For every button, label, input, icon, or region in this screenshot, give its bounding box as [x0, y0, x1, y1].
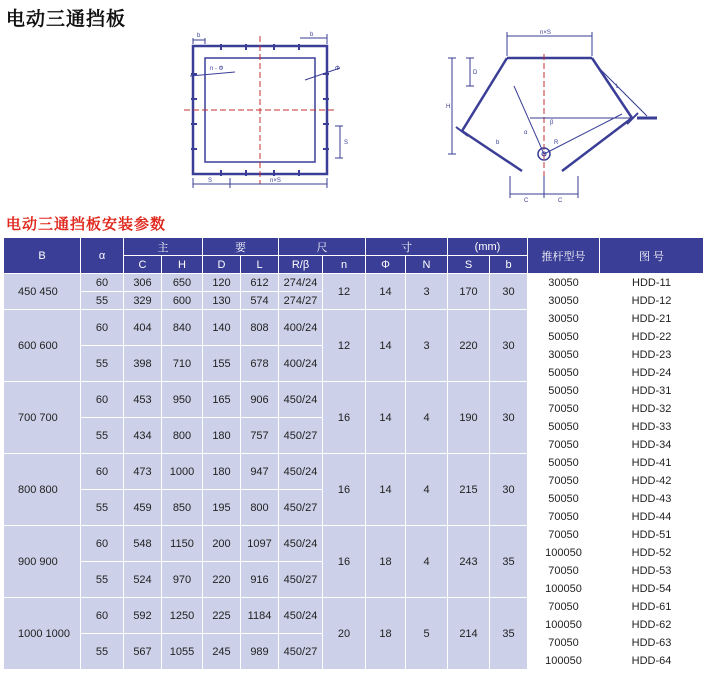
cell-push-rod: 70050: [528, 634, 600, 652]
cell-l: 800: [241, 490, 279, 526]
cell-nn: 5: [406, 598, 448, 670]
cell-push-rod: 70050: [528, 472, 600, 490]
header-n: n: [323, 256, 366, 274]
header-main-1: 主: [124, 238, 203, 256]
header-main-4: 寸: [366, 238, 448, 256]
header-drawing-number: 图 号: [600, 238, 704, 274]
cell-l: 989: [241, 634, 279, 670]
cell-drawing-no: HDD-34: [600, 436, 704, 454]
cell-l: 808: [241, 310, 279, 346]
cell-push-rod: 100050: [528, 580, 600, 598]
cell-h: 1055: [162, 634, 203, 670]
cell-alpha: 60: [81, 274, 124, 292]
cell-h: 710: [162, 346, 203, 382]
cell-d: 155: [203, 346, 241, 382]
cell-bb: 30: [490, 454, 528, 526]
cell-c: 329: [124, 292, 162, 310]
header-s: S: [448, 256, 490, 274]
cell-push-rod: 50050: [528, 328, 600, 346]
cell-c: 592: [124, 598, 162, 634]
cell-r-beta: 400/24: [279, 346, 323, 382]
cell-r-beta: 450/24: [279, 598, 323, 634]
cell-c: 459: [124, 490, 162, 526]
dim-label-r: R: [554, 140, 559, 146]
cell-push-rod: 100050: [528, 616, 600, 634]
cell-push-rod: 70050: [528, 436, 600, 454]
header-push-rod-model: 推杆型号: [528, 238, 600, 274]
cell-h: 800: [162, 418, 203, 454]
header-b: B: [4, 238, 81, 274]
header-phi: Φ: [366, 256, 406, 274]
cell-h: 970: [162, 562, 203, 598]
cell-c: 434: [124, 418, 162, 454]
cell-size: 800 800: [4, 454, 81, 526]
cell-size: 1000 1000: [4, 598, 81, 670]
cell-push-rod: 30050: [528, 310, 600, 328]
cell-r-beta: 450/24: [279, 526, 323, 562]
cell-phi: 14: [366, 454, 406, 526]
cell-h: 1250: [162, 598, 203, 634]
cell-drawing-no: HDD-61: [600, 598, 704, 616]
cell-l: 1097: [241, 526, 279, 562]
cell-push-rod: 70050: [528, 400, 600, 418]
header-unit: (mm): [448, 238, 528, 256]
cell-alpha: 55: [81, 292, 124, 310]
cell-drawing-no: HDD-42: [600, 472, 704, 490]
cell-h: 650: [162, 274, 203, 292]
cell-drawing-no: HDD-51: [600, 526, 704, 544]
cell-phi: 14: [366, 310, 406, 382]
cell-drawing-no: HDD-52: [600, 544, 704, 562]
cell-n: 20: [323, 598, 366, 670]
header-h: H: [162, 256, 203, 274]
cell-d: 130: [203, 292, 241, 310]
table-row: [4, 454, 704, 472]
cell-c: 398: [124, 346, 162, 382]
cell-size: 450 450: [4, 274, 81, 310]
dim-label-alpha: α: [524, 130, 528, 136]
cell-h: 600: [162, 292, 203, 310]
cell-alpha: 55: [81, 634, 124, 670]
cell-bb: 30: [490, 310, 528, 382]
cell-drawing-no: HDD-21: [600, 310, 704, 328]
cell-alpha: 60: [81, 382, 124, 418]
dim-label-phi: Φ: [335, 66, 340, 72]
installation-parameters-table: [3, 237, 704, 670]
cell-push-rod: 70050: [528, 562, 600, 580]
cell-n: 12: [323, 310, 366, 382]
cell-l: 612: [241, 274, 279, 292]
cell-d: 180: [203, 454, 241, 490]
cell-size: 600 600: [4, 310, 81, 382]
cell-d: 180: [203, 418, 241, 454]
cell-d: 220: [203, 562, 241, 598]
cell-c: 548: [124, 526, 162, 562]
cell-push-rod: 50050: [528, 418, 600, 436]
cell-d: 165: [203, 382, 241, 418]
cell-d: 225: [203, 598, 241, 634]
cell-r-beta: 450/27: [279, 490, 323, 526]
cell-drawing-no: HDD-62: [600, 616, 704, 634]
cell-phi: 18: [366, 526, 406, 598]
dim-label-c-left: C: [524, 198, 529, 204]
cell-c: 306: [124, 274, 162, 292]
cell-size: 900 900: [4, 526, 81, 598]
cell-r-beta: 274/27: [279, 292, 323, 310]
cell-phi: 14: [366, 382, 406, 454]
cell-push-rod: 70050: [528, 598, 600, 616]
header-r-beta: R/β: [279, 256, 323, 274]
cell-n: 16: [323, 526, 366, 598]
cell-l: 916: [241, 562, 279, 598]
cell-bb: 30: [490, 382, 528, 454]
cell-drawing-no: HDD-43: [600, 490, 704, 508]
cell-n: 16: [323, 382, 366, 454]
cell-h: 1150: [162, 526, 203, 562]
cell-h: 850: [162, 490, 203, 526]
cell-drawing-no: HDD-22: [600, 328, 704, 346]
header-d: D: [203, 256, 241, 274]
table-row: [4, 274, 704, 292]
cell-alpha: 60: [81, 598, 124, 634]
cell-nn: 3: [406, 310, 448, 382]
cell-l: 906: [241, 382, 279, 418]
cell-alpha: 55: [81, 490, 124, 526]
cell-push-rod: 100050: [528, 544, 600, 562]
cell-alpha: 55: [81, 418, 124, 454]
cell-drawing-no: HDD-32: [600, 400, 704, 418]
cell-l: 757: [241, 418, 279, 454]
cell-s: 215: [448, 454, 490, 526]
cell-drawing-no: HDD-64: [600, 652, 704, 670]
dim-label-s-bottom: S: [208, 178, 213, 184]
cell-drawing-no: HDD-33: [600, 418, 704, 436]
dim-label-n-s: n×S: [270, 178, 281, 184]
cell-c: 473: [124, 454, 162, 490]
cell-push-rod: 50050: [528, 454, 600, 472]
cell-bb: 35: [490, 526, 528, 598]
cell-drawing-no: HDD-63: [600, 634, 704, 652]
cell-r-beta: 450/27: [279, 562, 323, 598]
cell-nn: 3: [406, 274, 448, 310]
page-title: 电动三通挡板: [6, 9, 127, 30]
cell-drawing-no: HDD-44: [600, 508, 704, 526]
cell-c: 567: [124, 634, 162, 670]
cell-s: 170: [448, 274, 490, 310]
dim-label-d: D: [473, 70, 478, 76]
cell-push-rod: 70050: [528, 526, 600, 544]
dim-label-b-top-right: b: [310, 32, 314, 38]
header-alpha: α: [81, 238, 124, 274]
cell-phi: 18: [366, 598, 406, 670]
cell-alpha: 60: [81, 454, 124, 490]
header-l: L: [241, 256, 279, 274]
cell-l: 574: [241, 292, 279, 310]
dim-label-l: L: [616, 84, 620, 90]
dim-label-n-phi: n - Φ: [210, 66, 224, 72]
cell-s: 214: [448, 598, 490, 670]
cell-alpha: 55: [81, 346, 124, 382]
cell-push-rod: 100050: [528, 652, 600, 670]
cell-bb: 35: [490, 598, 528, 670]
cell-push-rod: 30050: [528, 346, 600, 364]
cell-r-beta: 450/27: [279, 418, 323, 454]
cell-alpha: 60: [81, 526, 124, 562]
header-main-3: 尺: [279, 238, 366, 256]
dim-label-c-right: C: [558, 198, 563, 204]
table-row: [4, 526, 704, 544]
cell-r-beta: 274/24: [279, 274, 323, 292]
cell-r-beta: 450/27: [279, 634, 323, 670]
cell-nn: 4: [406, 454, 448, 526]
cell-alpha: 55: [81, 562, 124, 598]
cell-drawing-no: HDD-54: [600, 580, 704, 598]
table-title: 电动三通挡板安装参数: [6, 216, 167, 233]
cell-drawing-no: HDD-24: [600, 364, 704, 382]
cell-d: 245: [203, 634, 241, 670]
dim-label-s-side: S: [344, 140, 349, 146]
table-row: [4, 310, 704, 328]
cell-d: 200: [203, 526, 241, 562]
cell-drawing-no: HDD-53: [600, 562, 704, 580]
cell-bb: 30: [490, 274, 528, 310]
cell-drawing-no: HDD-11: [600, 274, 704, 292]
cell-nn: 4: [406, 382, 448, 454]
cell-size: 700 700: [4, 382, 81, 454]
header-main-2: 要: [203, 238, 279, 256]
cell-push-rod: 30050: [528, 292, 600, 310]
cell-s: 220: [448, 310, 490, 382]
cell-h: 1000: [162, 454, 203, 490]
cell-r-beta: 450/24: [279, 454, 323, 490]
dim-label-n-s-right: n×S: [540, 30, 551, 36]
header-nn: N: [406, 256, 448, 274]
cell-n: 12: [323, 274, 366, 310]
cell-c: 524: [124, 562, 162, 598]
dim-label-beta: β: [550, 120, 554, 126]
cell-push-rod: 50050: [528, 382, 600, 400]
cell-r-beta: 400/24: [279, 310, 323, 346]
cell-l: 1184: [241, 598, 279, 634]
cell-l: 678: [241, 346, 279, 382]
cell-drawing-no: HDD-12: [600, 292, 704, 310]
cell-alpha: 60: [81, 310, 124, 346]
cell-drawing-no: HDD-31: [600, 382, 704, 400]
dim-label-b-right: b: [496, 140, 500, 146]
cell-push-rod: 50050: [528, 364, 600, 382]
cell-d: 195: [203, 490, 241, 526]
damper-side-view-drawing: [432, 26, 682, 204]
cell-s: 243: [448, 526, 490, 598]
cell-s: 190: [448, 382, 490, 454]
cell-d: 140: [203, 310, 241, 346]
cell-push-rod: 30050: [528, 274, 600, 292]
cell-l: 947: [241, 454, 279, 490]
dim-label-h: H: [446, 104, 451, 110]
cell-drawing-no: HDD-41: [600, 454, 704, 472]
flange-front-view-drawing: [180, 28, 355, 198]
cell-push-rod: 50050: [528, 490, 600, 508]
cell-c: 453: [124, 382, 162, 418]
cell-push-rod: 70050: [528, 508, 600, 526]
cell-h: 950: [162, 382, 203, 418]
cell-phi: 14: [366, 274, 406, 310]
header-bb: b: [490, 256, 528, 274]
table-row: [4, 382, 704, 400]
cell-h: 840: [162, 310, 203, 346]
cell-drawing-no: HDD-23: [600, 346, 704, 364]
cell-nn: 4: [406, 526, 448, 598]
cell-n: 16: [323, 454, 366, 526]
table-row: [4, 598, 704, 616]
cell-r-beta: 450/24: [279, 382, 323, 418]
dim-label-b-top-left: b: [197, 33, 201, 39]
cell-c: 404: [124, 310, 162, 346]
header-c: C: [124, 256, 162, 274]
cell-d: 120: [203, 274, 241, 292]
